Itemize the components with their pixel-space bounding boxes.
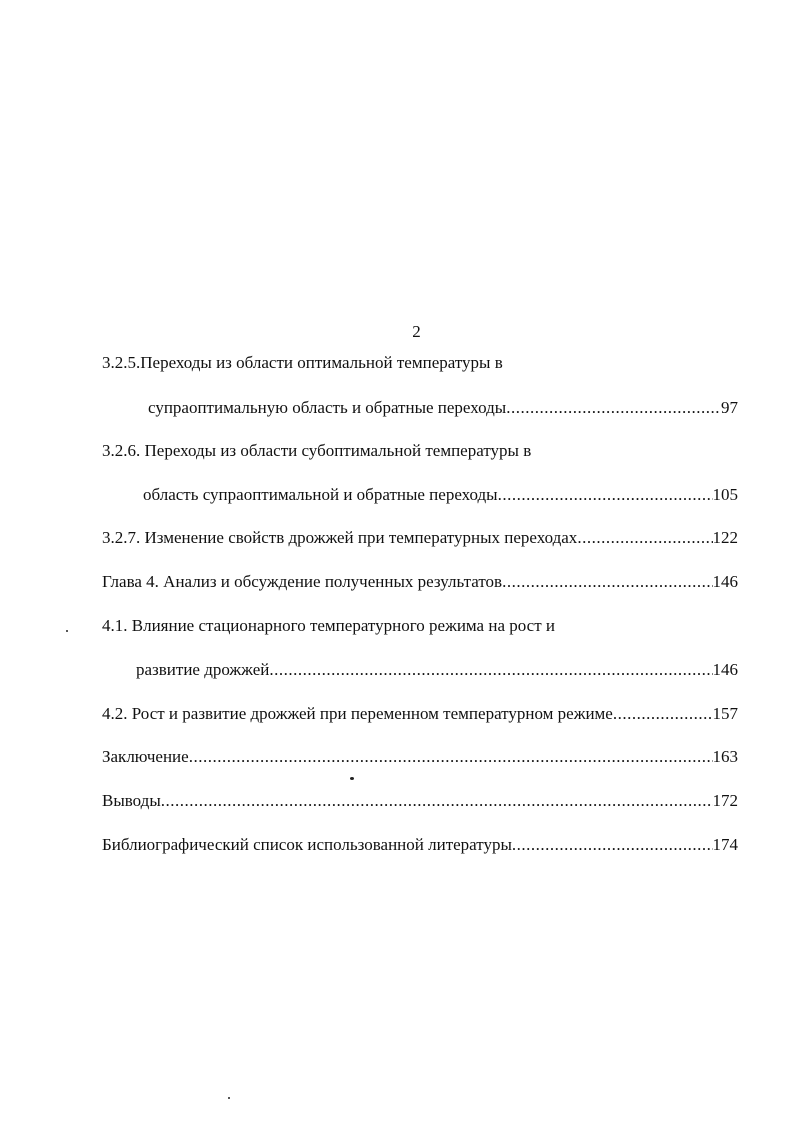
toc-page-ref: 174 <box>712 835 738 854</box>
toc-entry-title: развитие дрожжей <box>136 660 270 679</box>
toc-entry-title: область супраоптимальной и обратные переходы <box>143 485 498 504</box>
toc-entry-4-1[interactable] <box>136 659 738 681</box>
toc-page-ref: 172 <box>712 791 738 810</box>
toc-page-ref: 146 <box>712 572 738 591</box>
toc-page-ref: 97 <box>721 398 738 417</box>
toc-leader-dots <box>161 790 713 812</box>
toc-entry-3-2-6[interactable] <box>143 484 738 506</box>
toc-leader-dots <box>269 659 712 681</box>
toc-leader-dots <box>577 527 712 549</box>
toc-entry-chapter-4[interactable] <box>102 571 738 593</box>
toc-entry-title: Выводы <box>102 791 161 810</box>
toc-leader-dots <box>613 703 713 725</box>
toc-entry-findings[interactable] <box>102 790 738 812</box>
page-number: 2 <box>412 322 421 341</box>
toc-page-ref: 146 <box>712 660 738 679</box>
toc-entry-bibliography[interactable] <box>102 834 738 856</box>
toc-entry-3-2-5-line1: 3.2.5.Переходы из области оптимальной температуры в <box>102 353 503 372</box>
toc-page-ref: 122 <box>712 528 738 547</box>
toc-leader-dots <box>506 397 721 419</box>
toc-page-ref: 163 <box>712 747 738 766</box>
toc-entry-conclusion[interactable] <box>102 746 738 768</box>
toc-entry-4-1-line1: 4.1. Влияние стационарного температурного режима на рост и <box>102 616 555 635</box>
toc-entry-3-2-7[interactable] <box>102 527 738 549</box>
toc-entry-title: Библиографический список использованной литературы <box>102 835 512 854</box>
scan-speck <box>228 1097 230 1099</box>
toc-entry-title: 4.2. Рост и развитие дрожжей при переменном температурном режиме <box>102 704 613 723</box>
toc-leader-dots <box>189 746 713 768</box>
toc-entry-title: Заключение <box>102 747 189 766</box>
toc-entry-3-2-6-line1: 3.2.6. Переходы из области субоптимальной температуры в <box>102 441 532 460</box>
toc-leader-dots <box>502 571 712 593</box>
toc-page-ref: 105 <box>712 485 738 504</box>
toc-leader-dots <box>498 484 713 506</box>
toc-entry-3-2-5[interactable] <box>148 397 738 419</box>
scan-speck <box>66 630 68 632</box>
toc-page-ref: 157 <box>712 704 738 723</box>
toc-entry-4-2[interactable] <box>102 703 738 725</box>
toc-entry-title: супраоптимальную область и обратные переходы <box>148 398 507 417</box>
toc-leader-dots <box>512 834 713 856</box>
toc-entry-title: Глава 4. Анализ и обсуждение полученных результатов <box>102 572 503 591</box>
toc-entry-title: 3.2.7. Изменение свойств дрожжей при температурных переходах <box>102 528 578 547</box>
scan-speck <box>350 777 354 780</box>
